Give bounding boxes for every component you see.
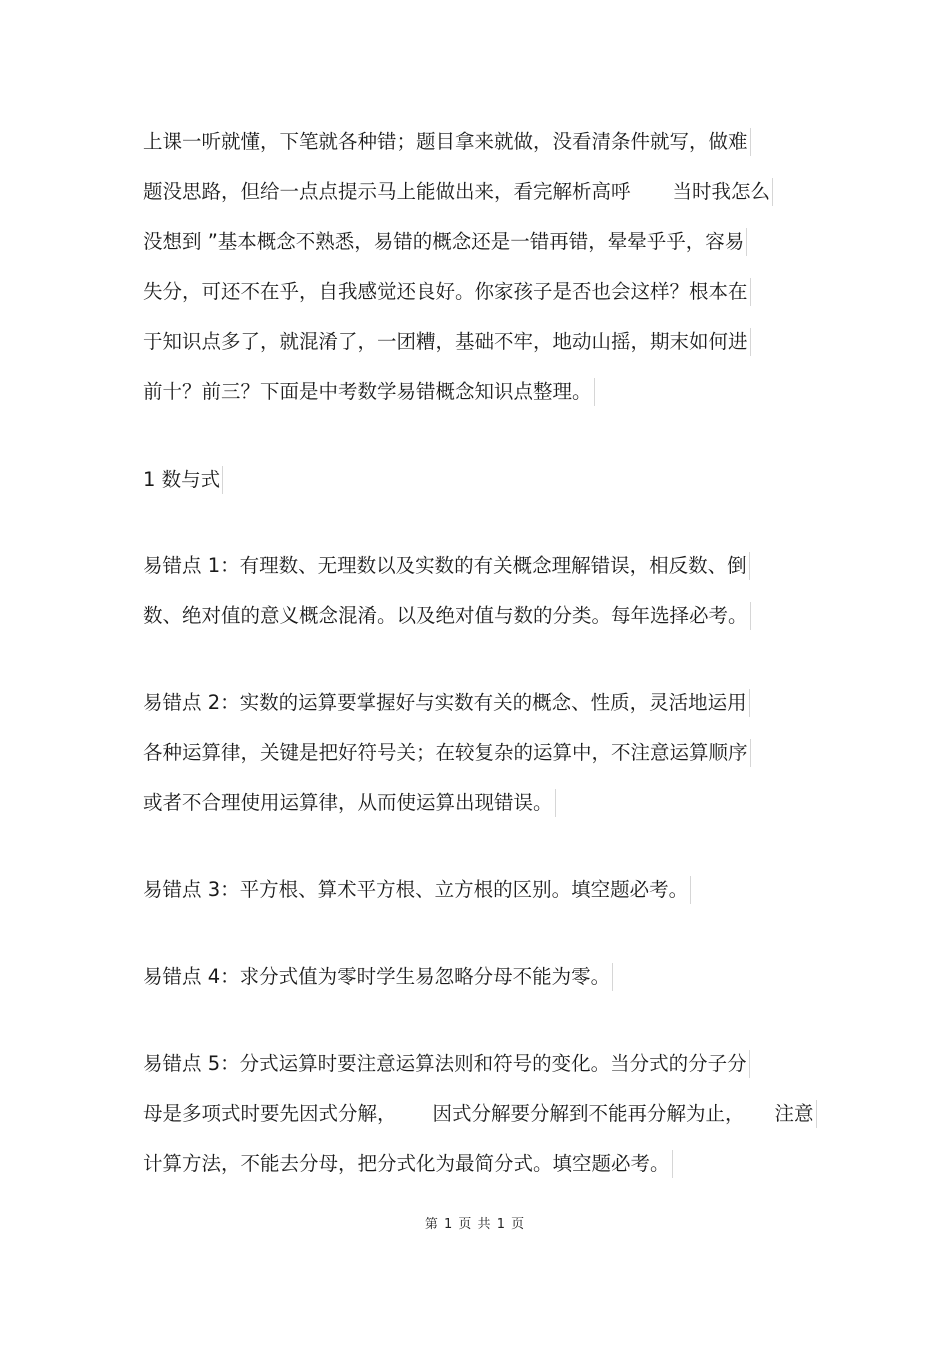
point-5-line-2-a: 母是多项式时要先因式分解，	[143, 1102, 397, 1125]
point-5-line-2	[143, 1100, 817, 1128]
point-1-line-2: 数、绝对值的意义概念混淆。以及绝对值与数的分类。每年选择必考。	[143, 602, 751, 630]
point-2-line-3: 或者不合理使用运算律，从而使运算出现错误。	[143, 789, 556, 817]
point-3-line-1: 易错点 3：平方根、算术平方根、立方根的区别。填空题必考。	[143, 876, 691, 904]
point-2-line-1: 易错点 2：实数的运算要掌握好与实数有关的概念、性质，灵活地运用	[143, 689, 750, 717]
intro-line-4: 失分，可还不在乎，自我感觉还良好。你家孩子是否也会这样？根本在	[143, 278, 751, 306]
intro-line-3: 没想到 ”基本概念不熟悉，易错的概念还是一错再错，晕晕乎乎，容易	[143, 228, 747, 256]
intro-line-2	[143, 178, 773, 206]
section-heading: 1 数与式	[143, 466, 223, 494]
intro-line-1: 上课一听就懂，下笔就各种错；题目拿来就做，没看清条件就写，做难	[143, 128, 751, 156]
intro-line-2-text: 题没思路，但给一点点提示马上能做出来，看完解析高呼	[143, 180, 631, 203]
intro-line-5: 于知识点多了，就混淆了，一团糟，基础不牢，地动山摇，期末如何进	[143, 328, 751, 356]
point-1-line-1: 易错点 1：有理数、无理数以及实数的有关概念理解错误，相反数、倒	[143, 552, 750, 580]
point-5-line-3: 计算方法，不能去分母，把分式化为最简分式。填空题必考。	[143, 1150, 673, 1178]
page-footer: 第 1 页 共 1 页	[424, 1217, 526, 1232]
point-2-line-2: 各种运算律，关键是把好符号关；在较复杂的运算中，不注意运算顺序	[143, 739, 751, 767]
point-5-line-1: 易错点 5：分式运算时要注意运算法则和符号的变化。当分式的分子分	[143, 1050, 750, 1078]
intro-line-2-tail: 当时我怎么	[672, 180, 771, 203]
point-4-line-1: 易错点 4：求分式值为零时学生易忽略分母不能为零。	[143, 963, 613, 991]
intro-line-6: 前十？前三？下面是中考数学易错概念知识点整理。	[143, 378, 595, 406]
point-5-line-2-b: 因式分解要分解到不能再分解为止，	[432, 1102, 745, 1125]
point-5-line-2-c: 注意	[774, 1102, 814, 1125]
